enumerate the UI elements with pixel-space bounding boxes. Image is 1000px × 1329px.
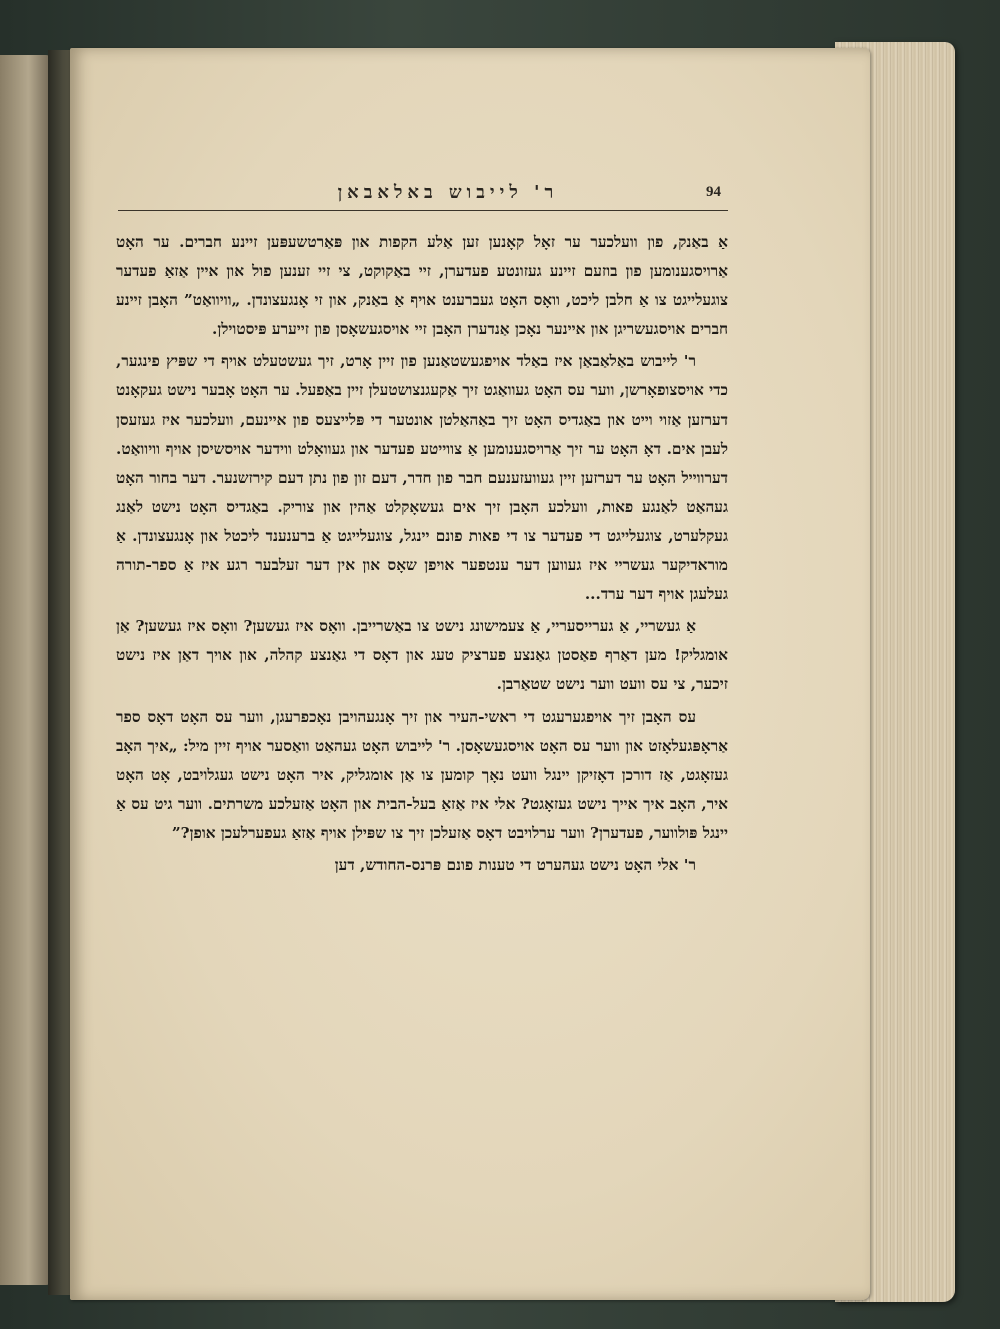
facing-page-edge <box>0 55 52 1285</box>
paragraph: אַ באַנק, פון וועלכער ער זאָל קאָנען זען אַלע הקפות און פּאַרטשעפּען זיינע חברים. ער האָט אַרויסגענומען פון בוזעם זיינע געזונטע פעדערן, זיי באַקוקט, צי זיי זענען פול און איין אַזאַ פעדער צוגעלייגט צו אַ חלבן ליכט, וואָס האָט געברענט אויף אַ באַנק, און זי אָנגעצונדן. „וויוואַט” האָבן זיינע חברים אויסגעשריגן און איינער נאָכן אַנדערן האָבן זיי אויסגעשאָסן פון זייערע פּיסטוילן. <box>116 233 728 339</box>
paragraph: ר' לייבוש באַלאַבאַן איז באַלד אויפגעשטאַנען פון זיין אָרט, זיך געשטעלט אויף די שפּיץ פינגער, כדי אויסצופאָרשן, ווער עס האָט געוואַגט זיך אַקעגנצושטעלן זיין באַפעל. ער האָט אָבער נישט געקאָנט דערזען אַזוי וייט און באַגדיס האָט זיך באַהאַלטן אונטער די פּלייצעס פון איינעם, וועלכער איז געזעסן לעבן אים. דאָ האָט ער זיך אַרויסגענומען אַ צווייטע פעדער און געוואָלט ווידער אויסשיסן אויף וויוואַט. דערווייל האָט ער דערזען זיין געוועזענעם חבר פון חדר, דעם זון פון נתן דעם קירזשנער. דער בחור האָט געהאַט לאַנגע פאות, וועלכע האָבן זיך אים געשאָקלט אַהין און צוריק. באַגדיס האָט נישט לאַנג געקלערט, צוגעלייגט די פעדער צו די פאות פונם יינגל, צוגעלייגט אַ ברענענד ליכטל און אָנגעצונדן. אַ מוראדיקער געשריי איז געווען דער ענטפער אויפן שאָס און אין דער זעלבער רגע איז אַ ספר-תורה געלעגן אויף דער ערד... <box>116 352 728 604</box>
running-head: ר' לייבוש באלאבאן <box>337 182 559 203</box>
paragraph: ר' אלי האָט נישט געהערט די טענות פונם פּרנס-החודש, דען <box>334 855 696 874</box>
paragraph: אַ געשריי, אַ גערייסעריי, אַ צעמישונג נישט צו באַשרייבן. וואָס איז געשען? וואָס איז געשען? אַן אומגליק! מען דאַרף פאַסטן גאַנצע פערציק טעג און דאָס די גאַנצע קהלה, און אויך דאַן איז נישט זיכער, צי עס וועט ווער נישט שטאַרבן. <box>116 617 728 694</box>
paragraph: עס האָבן זיך אויפגערעגט די ראשי-העיר און זיך אָנגעהויבן נאָכפרעגן, ווער עס האָט דאָס ספר אַראָפּגעלאָזט און ווער עס האָט אויסגעשאָסן. ר' לייבוש האָט געהאַט וואַסער אויף זיין מיל: „איך האָב געזאָגט, אַז דורכן דאָזיקן יינגל וועט נאָך קומען צו אַן אומגליק, איר האָט נישט געגלויבט, אָט האָט איר, האָב איך אייך נישט געזאָגט? אלי איז אַזאַ בעל-הבית און האָט אַזעלכע משרתים. ווער גיט עס אַ יינגל פּולווער, פעדערן? ווער ערלויבט דאָס אַזעלכן זיך צו שפּילן אויף אַזאַ געפערלעכן אופן?” <box>116 707 728 842</box>
page-number: 94 <box>706 184 721 200</box>
body-text <box>116 228 728 880</box>
page-header <box>118 178 728 210</box>
header-rule <box>118 210 728 211</box>
